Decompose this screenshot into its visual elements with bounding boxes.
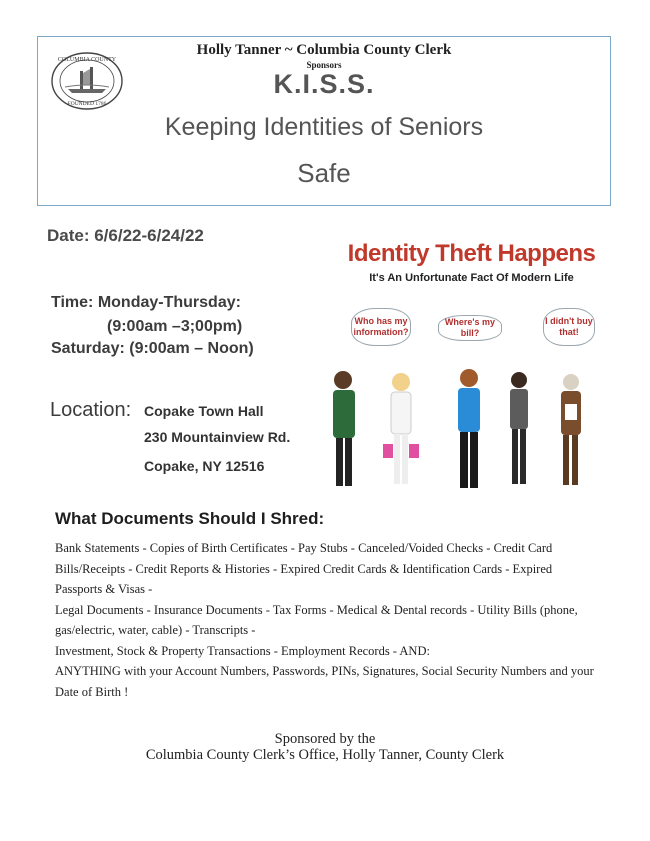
location-venue: Copake Town Hall	[144, 403, 264, 419]
speech-bubble-3: I didn't buy that!	[543, 308, 595, 346]
documents-line-1: Bank Statements - Copies of Birth Certificates - Pay Stubs - Canceled/Voided Checks - Credit Card Bills/Receipts - Credit Reports & Histories - Expired Credit Cards & Identification Cards - Expired Passports & Visas -	[55, 541, 553, 596]
sponsors-label: Sponsors	[306, 60, 342, 70]
event-date: Date: 6/6/22-6/24/22	[47, 226, 204, 245]
event-time-saturday: Saturday: (9:00am – Noon)	[51, 340, 254, 357]
documents-line-2: Legal Documents - Insurance Documents - Tax Forms - Medical & Dental records - Utility Bills (phone, gas/electric, water, cable) - Transcripts -	[55, 602, 578, 637]
location-label: Location:	[50, 399, 132, 421]
footer-clerk-office: Columbia County Clerk’s Office, Holly Tanner, County Clerk	[145, 747, 505, 763]
event-time-weekday-label: Time: Monday-Thursday:	[51, 294, 241, 311]
documents-heading: What Documents Should I Shred:	[55, 509, 325, 528]
location-street: 230 Mountainview Rd.	[144, 429, 291, 445]
person-3-icon	[458, 369, 480, 488]
graphic-title: Identity Theft Happens	[347, 240, 596, 267]
event-time-weekday-hours: (9:00am –3;00pm)	[107, 318, 243, 335]
seal-top-text: COLUMBIA COUNTY	[57, 57, 117, 63]
speech-bubble-1: Who has my information?	[351, 308, 411, 346]
program-subtitle-1: Keeping Identities of Seniors	[164, 113, 484, 141]
person-2-icon	[383, 373, 419, 484]
seal-bottom-text: FOUNDED 1786	[67, 101, 107, 107]
cartoon-people-illustration	[331, 360, 612, 496]
graphic-subtitle: It's An Unfortunate Fact Of Modern Life	[369, 272, 574, 284]
documents-line-3: Investment, Stock & Property Transactions - Employment Records - AND:	[55, 643, 430, 658]
program-subtitle-2: Safe	[297, 158, 351, 188]
documents-line-4: ANYTHING with your Account Numbers, Passwords, PINs, Signatures, Social Security Numbers and your Date of Birth !	[55, 664, 594, 699]
person-1-icon	[333, 371, 355, 486]
person-5-icon	[561, 374, 581, 485]
header-box	[37, 36, 611, 206]
sponsor-name: Holly Tanner ~ Columbia County Clerk	[196, 42, 452, 58]
identity-theft-graphic	[331, 212, 612, 496]
location-city: Copake, NY 12516	[144, 458, 265, 474]
footer-sponsored-by: Sponsored by the	[274, 731, 376, 747]
person-4-icon	[510, 372, 528, 484]
speech-bubble-2: Where's my bill?	[438, 315, 502, 341]
program-title: K.I.S.S.	[273, 69, 375, 99]
documents-list	[55, 538, 600, 702]
